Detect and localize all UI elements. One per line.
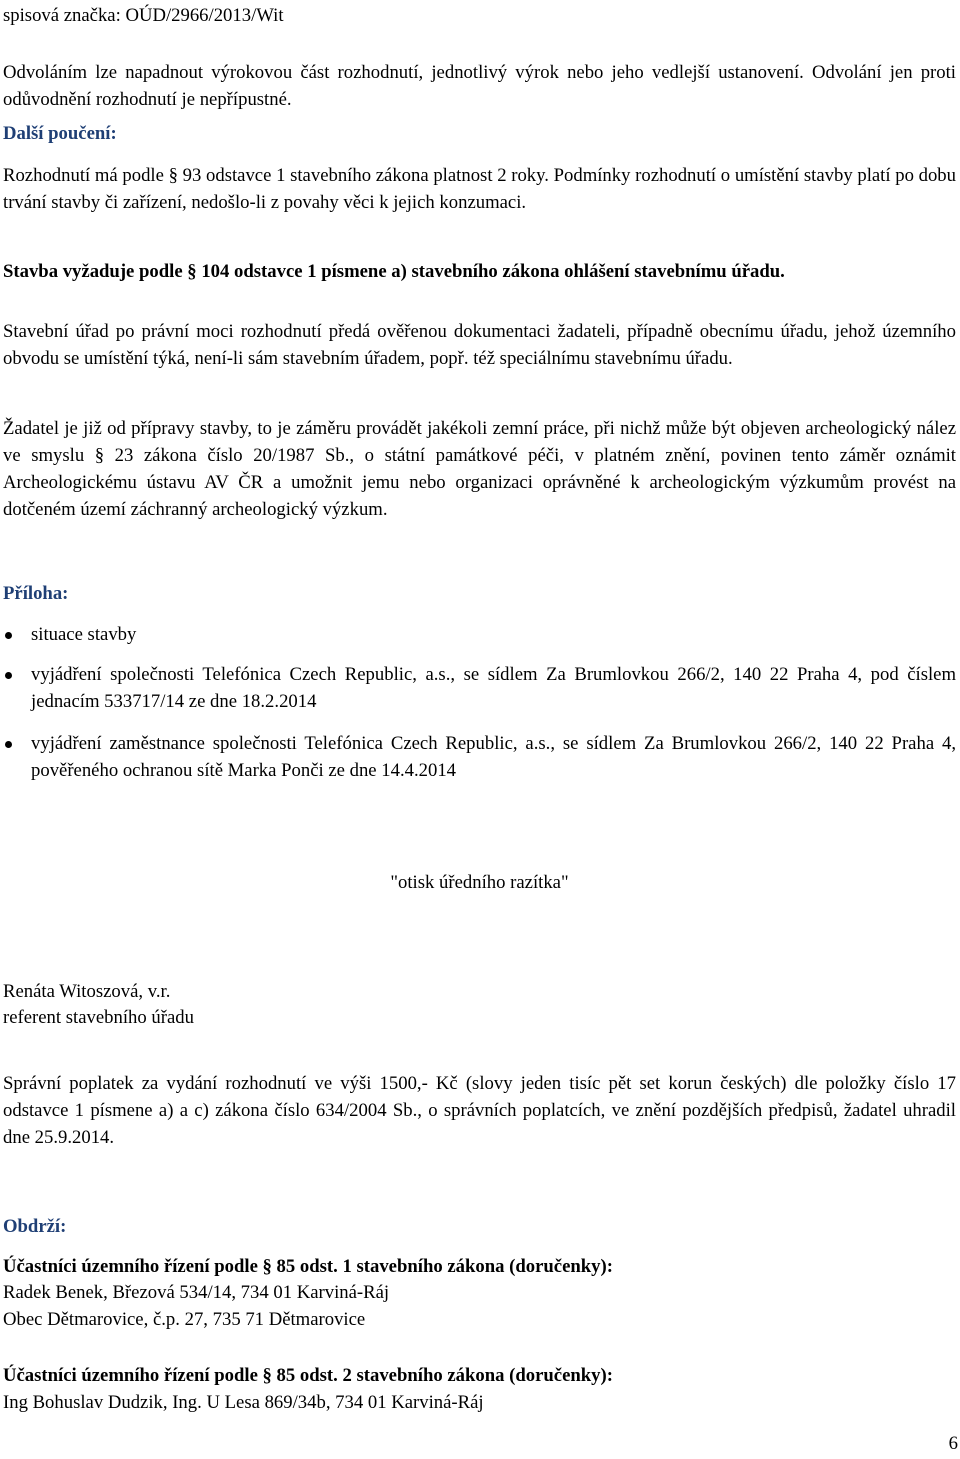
signatory-name: Renáta Witoszová, v.r. [3,981,171,1002]
attachment-item [3,661,956,715]
attachment-item [3,730,956,784]
bullet-icon [5,741,12,748]
attachment-text: vyjádření společnosti Telefónica Czech Republic, a.s., se sídlem Za Brumlovkou 266/2, 140 22 Praha 4, pod číslem jednacím 533717/14 ze dne 18.2.2014 [31,664,956,712]
recipient-item: Radek Benek, Březová 534/14, 734 01 Karviná-Ráj [3,1282,390,1303]
validity-paragraph: Rozhodnutí má podle § 93 odstavce 1 stavebního zákona platnost 2 roky. Podmínky rozhodnutí o umístění stavby platí po dobu trvání stavby či zařízení, nedošlo-li z povahy věci k jejich konzumaci. [3,165,956,213]
page-number: 6 [948,1433,958,1454]
archaeology-paragraph: Žadatel je již od přípravy stavby, to je záměru provádět jakékoli zemní práce, při nichž může být objeven archeologický nález ve smyslu § 23 zákona číslo 20/1987 Sb., o státní památkové péči, v platném znění, povinen tento záměr oznámit Archeologickému ústavu AV ČR a umožnit jemu nebo organizaci oprávněné k archeologickým výzkumům provést na dotčeném území záchranný archeologický výzkum. [3,418,956,520]
file-reference: spisová značka: OÚD/2966/2013/Wit [3,5,284,26]
stamp-placeholder: "otisk úředního razítka" [390,872,569,893]
further-info-heading: Další poučení: [3,123,117,144]
recipient-item: Obec Dětmarovice, č.p. 27, 735 71 Dětmarovice [3,1309,366,1330]
notice-paragraph: Stavba vyžaduje podle § 104 odstavce 1 písmene a) stavebního zákona ohlášení stavebnímu úřadu. [3,261,785,282]
attachment-heading: Příloha: [3,583,69,604]
fee-paragraph: Správní poplatek za vydání rozhodnutí ve výši 1500,- Kč (slovy jeden tisíc pět set korun českých) dle položky číslo 17 odstavce 1 písmene a) a c) zákona číslo 634/2004 Sb., o správních poplatcích, ve znění pozdějších předpisů, žadatel uhradil dne 25.9.2014. [3,1073,956,1148]
documentation-paragraph: Stavební úřad po právní moci rozhodnutí předá ověřenou dokumentaci žadateli, případně obecnímu úřadu, jehož územního obvodu se umístění týká, není-li sám stavebním úřadem, popř. též speciálnímu stavebnímu úřadu. [3,321,956,369]
recipients-group1-heading: Účastníci územního řízení podle § 85 odst. 1 stavebního zákona (doručenky): [3,1256,613,1277]
bullet-icon [5,632,12,639]
recipient-item: Ing Bohuslav Dudzik, Ing. U Lesa 869/34b, 734 01 Karviná-Ráj [3,1392,484,1413]
attachment-item [3,621,956,648]
attachment-text: vyjádření zaměstnance společnosti Telefónica Czech Republic, a.s., se sídlem Za Brumlovkou 266/2, 140 22 Praha 4, pověřeného ochranou sítě Marka Ponči ze dne 14.4.2014 [31,733,956,781]
signatory-role: referent stavebního úřadu [3,1007,194,1028]
attachment-text: situace stavby [31,624,137,645]
recipients-heading: Obdrží: [3,1216,67,1237]
appeal-paragraph: Odvoláním lze napadnout výrokovou část rozhodnutí, jednotlivý výrok nebo jeho vedlejší ustanovení. Odvolání jen proti odůvodnění rozhodnutí je nepřípustné. [3,62,956,110]
recipients-group2-heading: Účastníci územního řízení podle § 85 odst. 2 stavebního zákona (doručenky): [3,1365,613,1386]
bullet-icon [5,672,12,679]
